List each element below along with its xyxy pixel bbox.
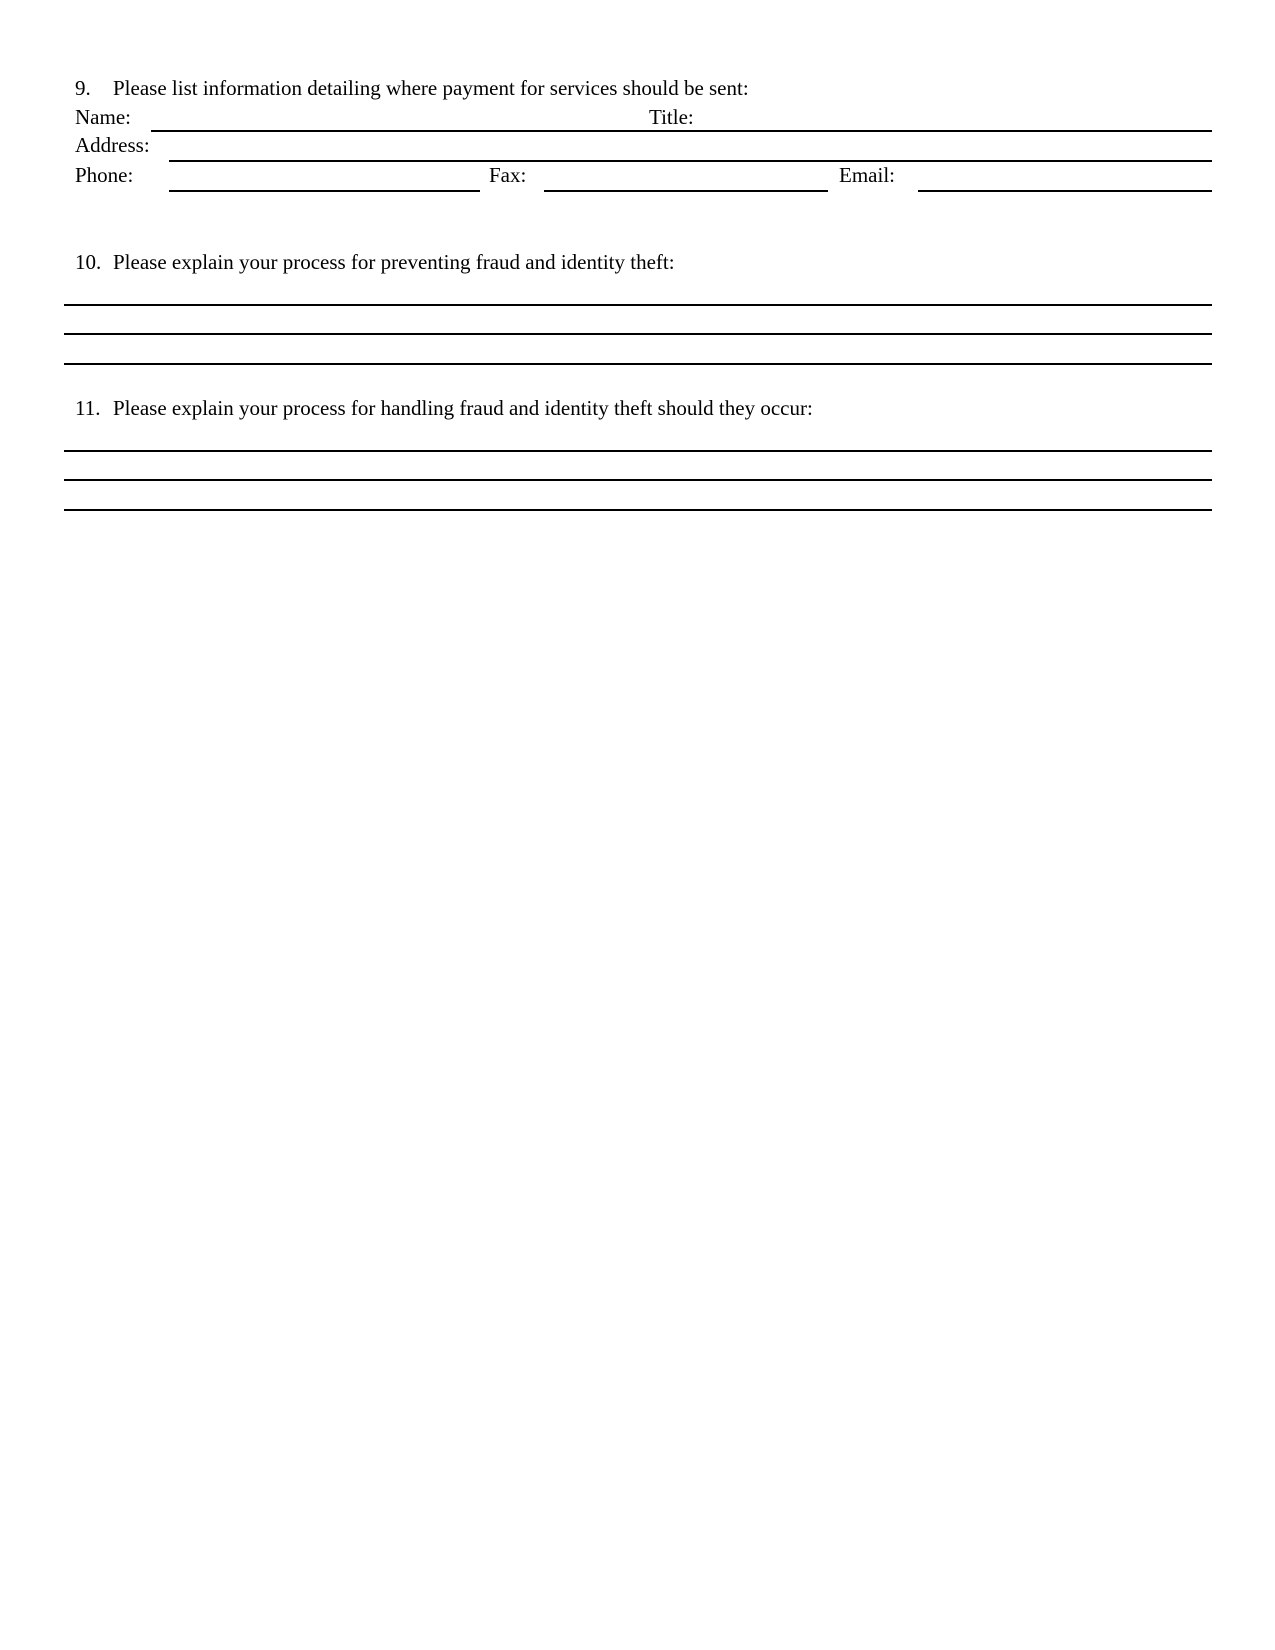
question-11-text: Please explain your process for handling fraud and identity theft should they occur:: [113, 396, 813, 420]
question-11-answer-line-1[interactable]: [64, 450, 1212, 452]
phone-field-line[interactable]: [169, 190, 480, 192]
question-11-answer-line-3[interactable]: [64, 509, 1212, 511]
question-10-answer-line-3[interactable]: [64, 363, 1212, 365]
fax-field-line[interactable]: [544, 190, 828, 192]
title-label: Title:: [649, 105, 694, 129]
question-10-answer-line-1[interactable]: [64, 304, 1212, 306]
name-label: Name:: [75, 105, 131, 129]
question-9-number: 9.: [75, 76, 91, 100]
question-11-answer-line-2[interactable]: [64, 479, 1212, 481]
address-label: Address:: [75, 133, 150, 157]
name-title-field-line[interactable]: [151, 130, 1212, 132]
question-9-text: Please list information detailing where payment for services should be sent:: [113, 76, 749, 100]
fax-label: Fax:: [489, 163, 527, 187]
phone-label: Phone:: [75, 163, 134, 187]
email-field-line[interactable]: [918, 190, 1212, 192]
email-label: Email:: [839, 163, 895, 187]
question-11-number: 11.: [75, 396, 101, 420]
address-field-line[interactable]: [169, 160, 1212, 162]
question-10-text: Please explain your process for preventing fraud and identity theft:: [113, 250, 675, 274]
question-10-answer-line-2[interactable]: [64, 333, 1212, 335]
question-10-number: 10.: [75, 250, 102, 274]
